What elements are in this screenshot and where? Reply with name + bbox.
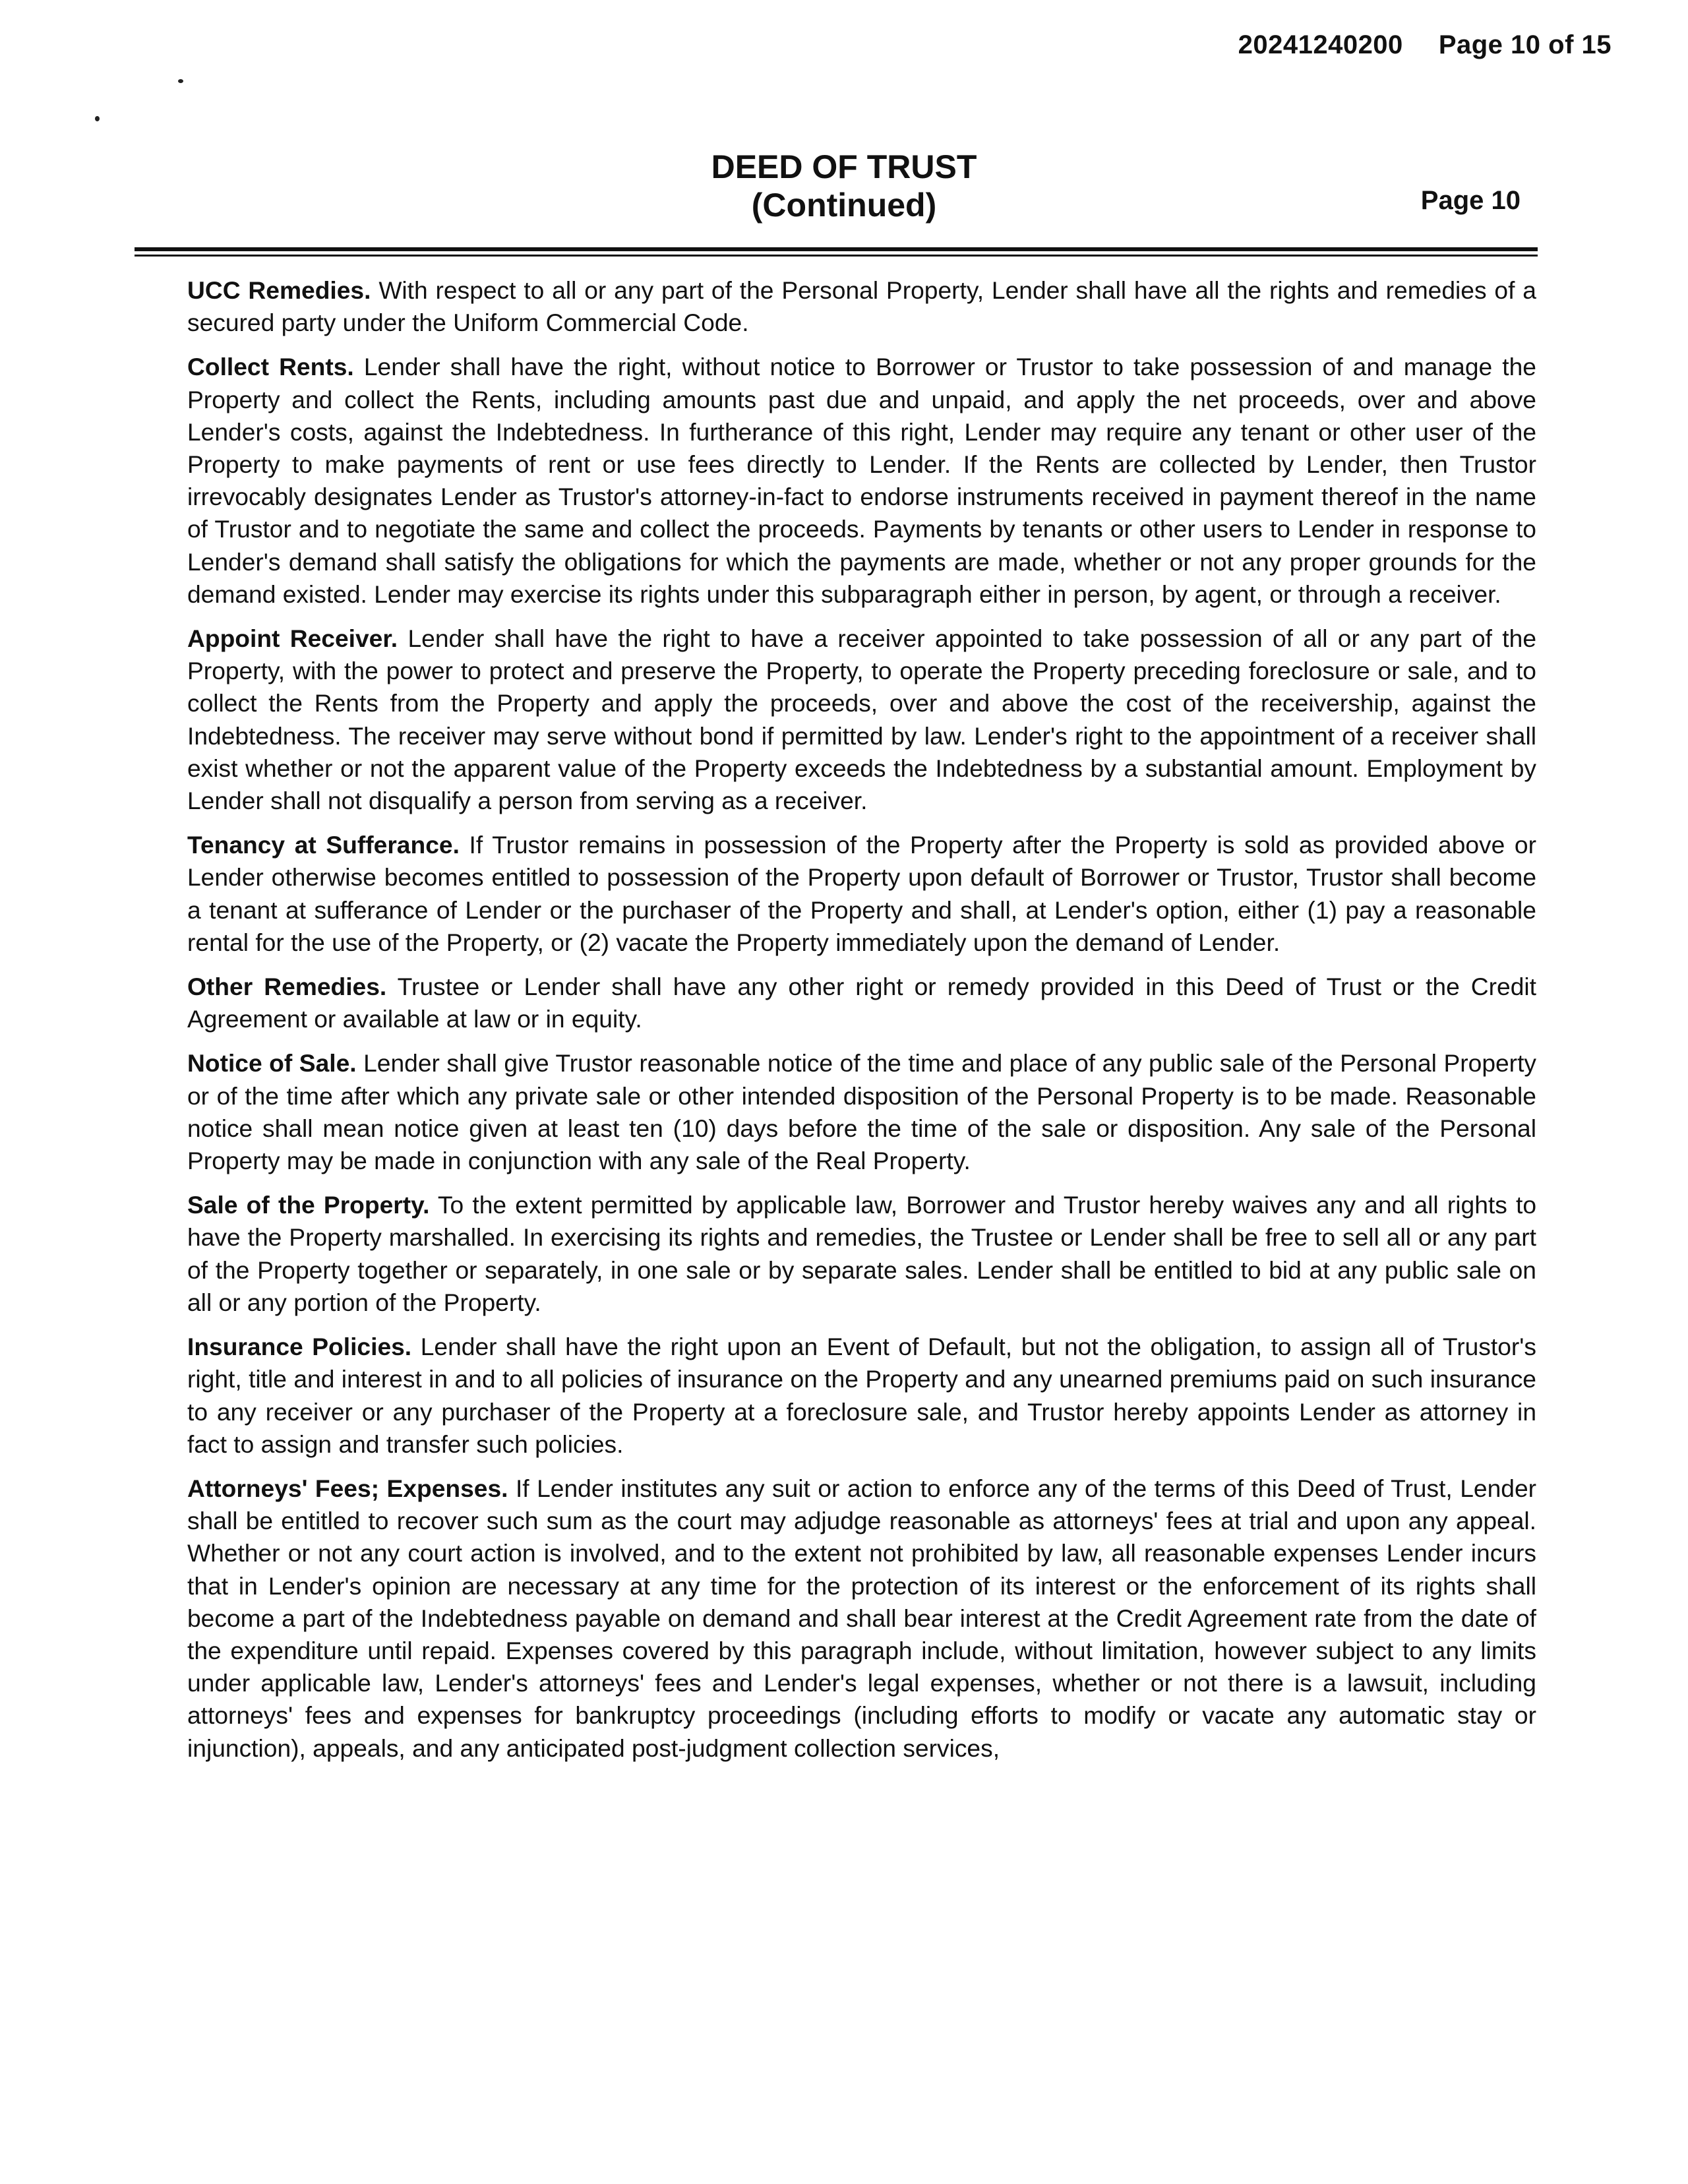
paragraph-insurance-policies [187, 1331, 1536, 1461]
page-of-count: Page 10 of 15 [1438, 30, 1612, 59]
paragraph-text: Lender shall give Trustor reasonable notice of the time and place of any public sale of the Personal Property or of the time after which any private sale or other intended disposition of the Personal Property is to be made. Reasonable notice shall mean notice given at least ten (10) days before the time of the sale or disposition. Any sale of the Personal Property may be made in conjunction with any sale of the Real Property. [187, 1049, 1536, 1175]
paragraph-heading: Sale of the Property. [187, 1191, 430, 1219]
page-label: Page 10 [1420, 186, 1521, 215]
paragraph-ucc-remedies [187, 274, 1536, 339]
paragraph-tenancy-at-sufferance [187, 829, 1536, 959]
paragraph-text: If Trustor remains in possession of the Property after the Property is sold as provided above or Lender otherwise becomes entitled to possession of the Property upon default of Borrower or Trustor, Trustor shall become a tenant at sufferance of Lender or the purchaser of the Property and shall, at Lender's option, either (1) pay a reasonable rental for the use of the Property, or (2) vacate the Property immediately upon the demand of Lender. [187, 831, 1536, 956]
paragraph-heading: Collect Rents. [187, 353, 354, 381]
paragraph-heading: Appoint Receiver. [187, 624, 398, 653]
paragraph-heading: Attorneys' Fees; Expenses. [187, 1474, 508, 1502]
paragraph-text: Lender shall have the right upon an Event of Default, but not the obligation, to assign all of Trustor's right, title and interest in and to all policies of insurance on the Property and any unearned premiums paid on such insurance to any receiver or any purchaser of the Property at a foreclosure sale, and Trustor hereby appoints Lender as attorney in fact to assign and transfer such policies. [187, 1333, 1536, 1458]
paragraph-attorneys-fees-expenses [187, 1472, 1536, 1765]
scan-speck [178, 79, 183, 83]
document-number-line [1238, 30, 1612, 60]
scan-speck [95, 116, 100, 121]
paragraph-text: Lender shall have the right to have a receiver appointed to take possession of all or any part of the Property, with the power to protect and preserve the Property, to operate the Property preceding foreclosure or sale, and to collect the Rents from the Property and apply the proceeds, over and above the cost of the receivership, against the Indebtedness. The receiver may serve without bond if permitted by law. Lender's right to the appointment of a receiver shall exist whether or not the apparent value of the Property exceeds the Indebtedness by a substantial amount. Employment by Lender shall not disqualify a person from serving as a receiver. [187, 624, 1537, 815]
paragraph-text: To the extent permitted by applicable law, Borrower and Trustor hereby waives any and all rights to have the Property marshalled. In exercising its rights and remedies, the Trustee or Lender shall be free to sell all or any part of the Property together or separately, in one sale or by separate sales. Lender shall be entitled to bid at any public sale on all or any portion of the Property. [187, 1191, 1536, 1316]
paragraph-sale-of-the-property [187, 1189, 1536, 1319]
title-text: DEED OF TRUST [711, 148, 977, 185]
paragraph-notice-of-sale [187, 1047, 1536, 1177]
paragraph-text: Lender shall have the right, without notice to Borrower or Trustor to take possession of and manage the Property and collect the Rents, including amounts past due and unpaid, and apply the net proceeds, over and above Lender's costs, against the Indebtedness. In furtherance of this right, Lender may require any tenant or other user of the Property to make payments of rent or use fees directly to Lender. If the Rents are collected by Lender, then Trustor irrevocably designates Lender as Trustor's attorney-in-fact to endorse instruments received in payment thereof in the name of Trustor and to negotiate the same and collect the proceeds. Payments by tenants or other users to Lender in response to Lender's demand shall satisfy the obligations for which the payments are made, whether or not any proper grounds for the demand existed. Lender may exercise its rights under this subparagraph either in person, by agent, or through a receiver. [187, 353, 1536, 608]
paragraph-other-remedies [187, 971, 1536, 1035]
paragraph-heading: UCC Remedies. [187, 276, 371, 304]
paragraph-collect-rents [187, 351, 1536, 611]
paragraph-heading: Notice of Sale. [187, 1049, 357, 1077]
paragraph-text: With respect to all or any part of the Personal Property, Lender shall have all the rights and remedies of a secured party under the Uniform Commercial Code. [187, 276, 1536, 337]
paragraph-heading: Other Remedies. [187, 973, 387, 1001]
paragraph-heading: Insurance Policies. [187, 1333, 412, 1361]
header-rule-thin [135, 255, 1538, 257]
paragraph-text: If Lender institutes any suit or action to enforce any of the terms of this Deed of Trust, Lender shall be entitled to recover such sum as the court may adjudge reasonable as attorneys' fees at trial and upon any appeal. Whether or not any court action is involved, and to the extent not prohibited by law, all reasonable expenses Lender incurs that in Lender's opinion are necessary at any time for the protection of its interest or the enforcement of its rights shall become a part of the Indebtedness payable on demand and shall bear interest at the Credit Agreement rate from the date of the expenditure until repaid. Expenses covered by this paragraph include, without limitation, however subject to any limits under applicable law, Lender's attorneys' fees and Lender's legal expenses, whether or not there is a lawsuit, including attorneys' fees and expenses for bankruptcy proceedings (including efforts to modify or vacate any automatic stay or injunction), appeals, and any anticipated post-judgment collection services, [187, 1474, 1537, 1762]
subtitle-text: (Continued) [751, 187, 937, 224]
document-number: 20241240200 [1238, 30, 1403, 59]
paragraph-text: Trustee or Lender shall have any other right or remedy provided in this Deed of Trust or the Credit Agreement or available at law or in equity. [187, 973, 1536, 1033]
header-rule-thick [135, 247, 1538, 251]
body-content [187, 274, 1536, 1776]
paragraph-heading: Tenancy at Sufferance. [187, 831, 460, 859]
paragraph-appoint-receiver [187, 622, 1536, 817]
